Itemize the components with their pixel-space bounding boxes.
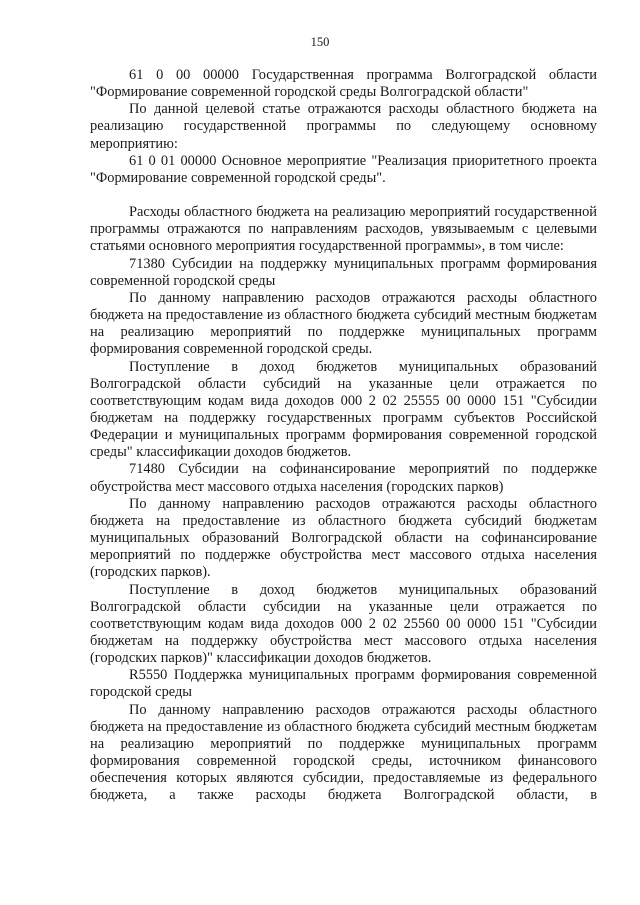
paragraph: По данному направлению расходов отражаются расходы областного бюджета на предоставление из областного бюджета субсидий местным бюджетам на реализацию мероприятий по поддержке муниципальных программ формирования современной городской среды. xyxy=(90,289,597,358)
paragraph: Расходы областного бюджета на реализацию мероприятий государственной программы отражаются по направлениям расходов, увязываемым с целевыми статьями основного мероприятия государственной программы», в том числе: xyxy=(90,204,597,255)
document-body xyxy=(90,67,597,805)
paragraph: Поступление в доход бюджетов муниципальных образований Волгоградской области субсидии на указанные цели отражается по соответствующим кодам вида доходов 000 2 02 25560 00 0000 151 "Субсидии бюджетам на поддержку обустройства мест массового отдыха населения (городских парков)" классификации доходов бюджетов. xyxy=(90,581,597,667)
expense-direction-heading: 71480 Субсидии на софинансирование мероприятий по поддержке обустройства мест массового отдыха населения (городских парков) xyxy=(90,461,597,495)
paragraph: По данной целевой статье отражаются расходы областного бюджета на реализацию государственной программы по следующему основному мероприятию: xyxy=(90,101,597,152)
page-number: 150 xyxy=(310,35,330,49)
target-article-heading: 61 0 00 00000 Государственная программа Волгоградской области "Формирование современной городской среды Волгоградской области" xyxy=(90,67,597,101)
expense-direction-heading: R5550 Поддержка муниципальных программ формирования современной городской среды xyxy=(90,667,597,701)
expense-direction-heading: 71380 Субсидии на поддержку муниципальных программ формирования современной городской среды xyxy=(90,255,597,289)
paragraph: По данному направлению расходов отражаются расходы областного бюджета на предоставление из областного бюджета субсидий бюджетам муниципальных образований Волгоградской области на софинансирование мероприятий по поддержке обустройства мест массового отдыха населения (городских парков). xyxy=(90,495,597,581)
paragraph-gap xyxy=(90,187,597,204)
paragraph: По данному направлению расходов отражаются расходы областного бюджета на предоставление из областного бюджета субсидий местным бюджетам на реализацию мероприятий по поддержке муниципальных программ формирования современной городской среды, источником финансового обеспечения которых являются субсидии, предоставляемые из федерального бюджета, а также расходы бюджета Волгоградской области, в xyxy=(90,701,597,804)
main-activity-heading: 61 0 01 00000 Основное мероприятие "Реализация приоритетного проекта "Формирование современной городской среды". xyxy=(90,152,597,186)
paragraph: Поступление в доход бюджетов муниципальных образований Волгоградской области субсидий на указанные цели отражается по соответствующим кодам вида доходов 000 2 02 25555 00 0000 151 "Субсидии бюджетам на поддержку государственных программ субъектов Российской Федерации и муниципальных программ формирования современной городской среды" классификации доходов бюджетов. xyxy=(90,358,597,461)
